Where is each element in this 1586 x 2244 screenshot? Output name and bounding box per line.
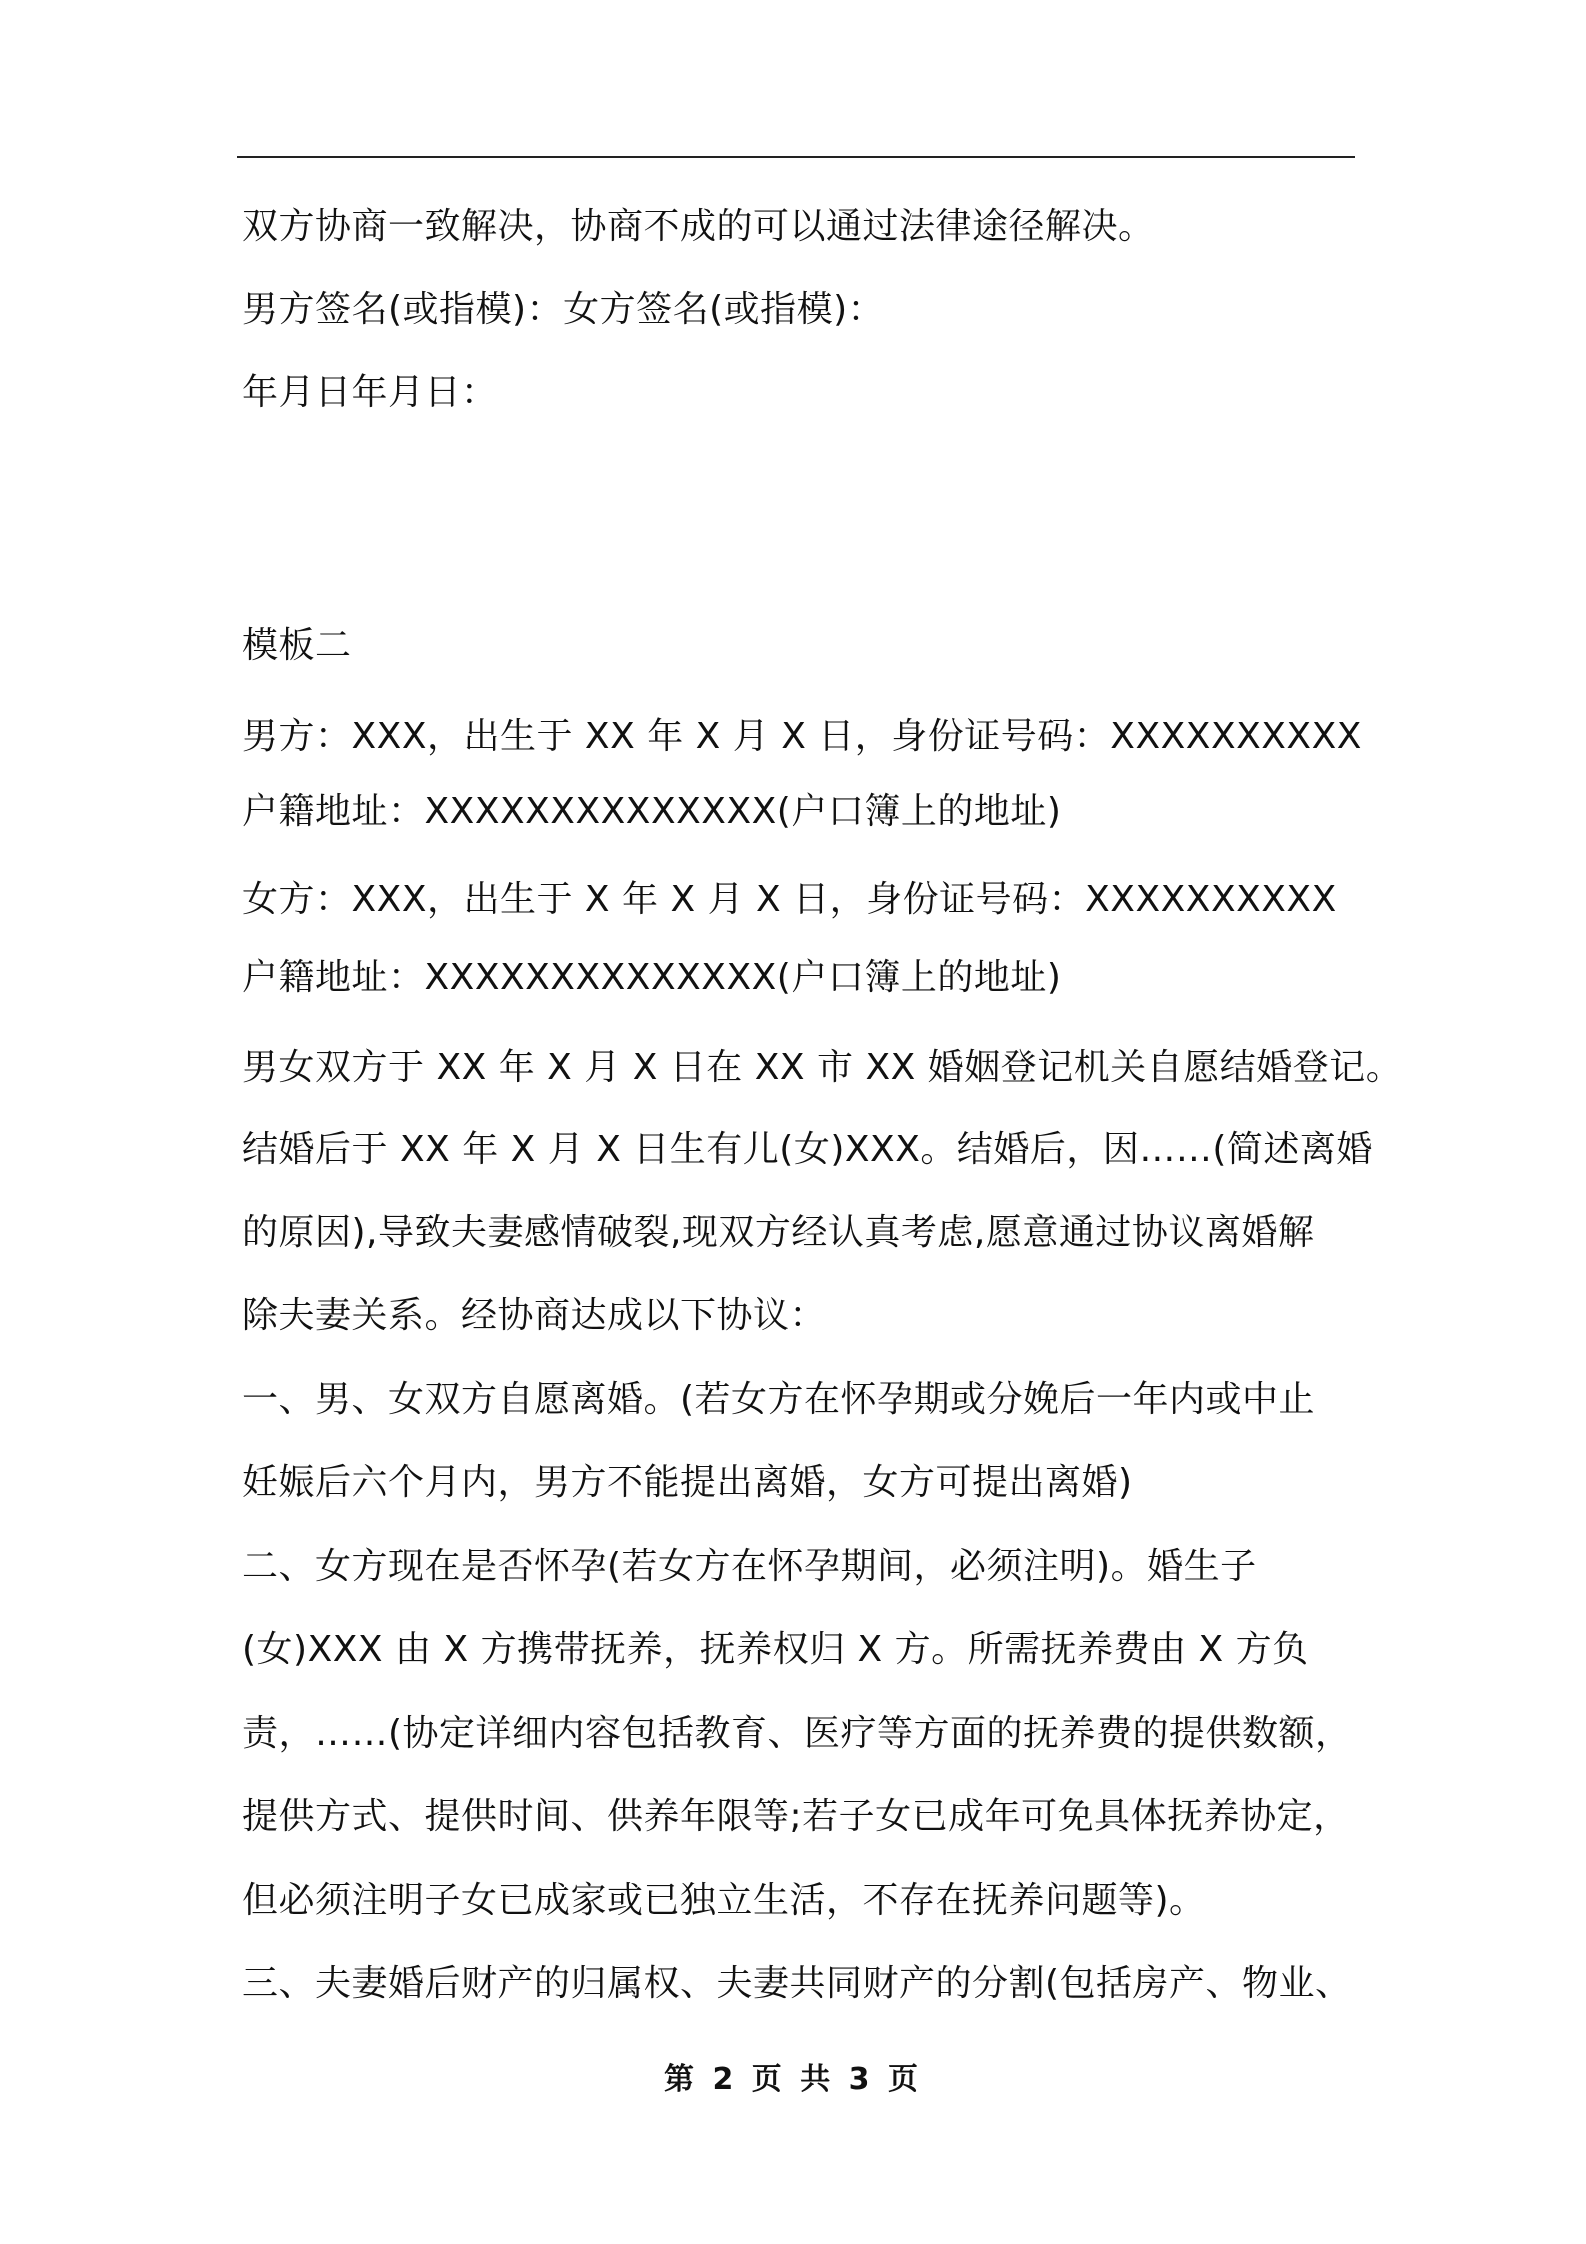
text-line: 除夫妻关系。经协商达成以下协议： [242,1295,827,1336]
text-line: 三、夫妻婚后财产的归属权、夫妻共同财产的分割(包括房产、物业、 [242,1963,1352,2004]
text-line: 年月日年月日： [242,372,498,413]
text-line: 一、男、女双方自愿离婚。(若女方在怀孕期或分娩后一年内或中止 [242,1379,1316,1420]
text-line: 二、女方现在是否怀孕(若女方在怀孕期间，必须注明)。婚生子 [242,1546,1257,1587]
text-line: 妊娠后六个月内，男方不能提出离婚，女方可提出离婚) [242,1462,1133,1503]
text-line: 双方协商一致解决，协商不成的可以通过法律途径解决。 [242,206,1155,247]
text-line: 户籍地址：XXXXXXXXXXXXXX(户口簿上的地址) [242,957,1062,998]
header-rule [237,156,1355,158]
text-line: 男女双方于 XX 年 X 月 X 日在 XX 市 XX 婚姻登记机关自愿结婚登记。 [242,1047,1403,1088]
text-line: 责，……(协定详细内容包括教育、医疗等方面的抚养费的提供数额， [242,1713,1352,1754]
text-line: 提供方式、提供时间、供养年限等;若子女已成年可免具体抚养协定， [242,1796,1350,1837]
text-line: 男方：XXX，出生于 XX 年 X 月 X 日，身份证号码：XXXXXXXXXX [242,716,1362,757]
text-line: 女方：XXX，出生于 X 年 X 月 X 日，身份证号码：XXXXXXXXXX [242,879,1337,920]
text-line: 但必须注明子女已成家或已独立生活，不存在抚养问题等)。 [242,1880,1206,1921]
text-line: 结婚后于 XX 年 X 月 X 日生有儿(女)XXX。结婚后，因……(简述离婚 [242,1129,1373,1170]
text-line: 户籍地址：XXXXXXXXXXXXXX(户口簿上的地址) [242,791,1062,832]
text-line: (女)XXX 由 X 方携带抚养，抚养权归 X 方。所需抚养费由 X 方负 [242,1629,1309,1670]
text-line: 男方签名(或指模)：女方签名(或指模)： [242,289,885,330]
section-title: 模板二 [242,625,352,666]
page-footer: 第 2 页 共 3 页 [664,2062,922,2097]
text-line: 的原因),导致夫妻感情破裂,现双方经认真考虑,愿意通过协议离婚解 [242,1212,1315,1253]
